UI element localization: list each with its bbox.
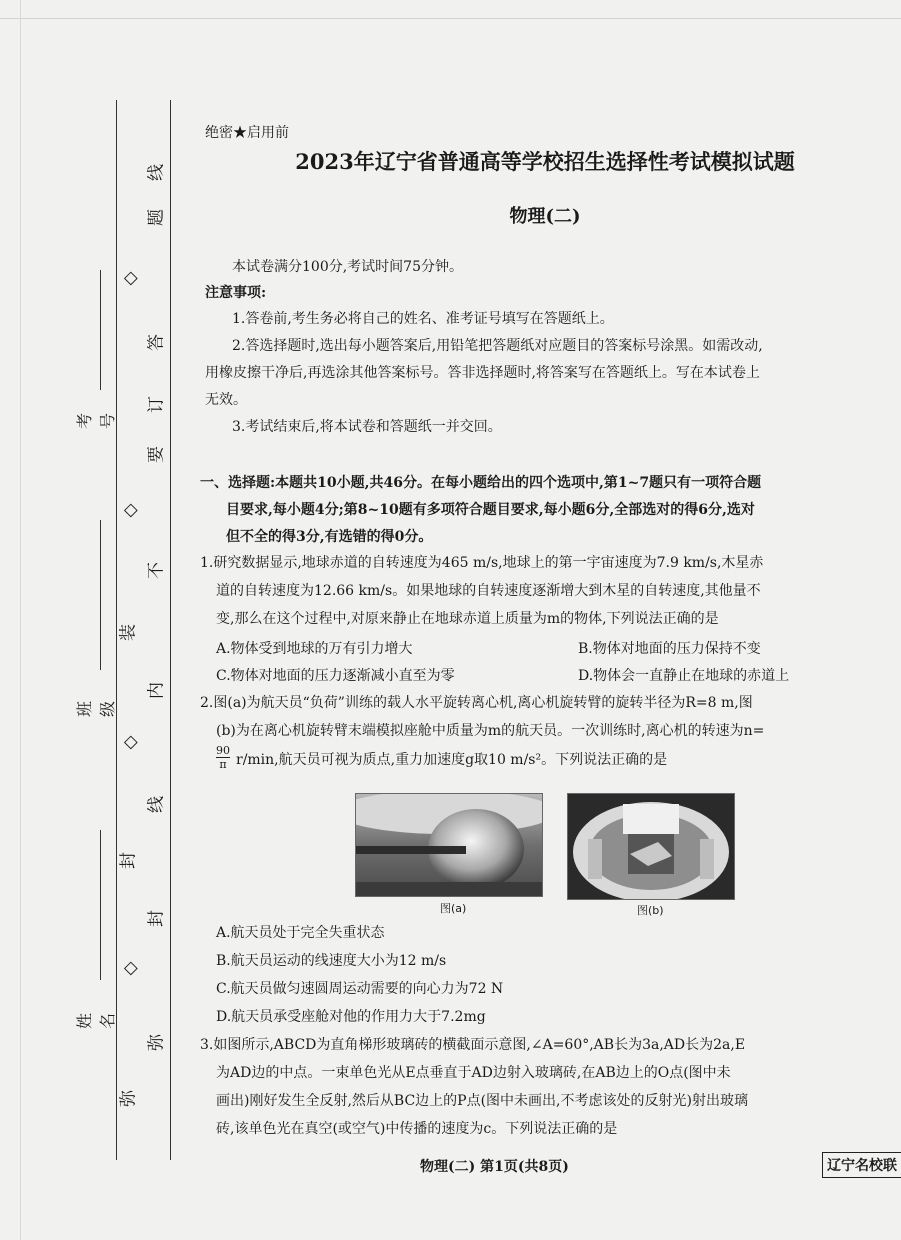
section-1-line2: 目要求,每小题4分;第8~10题有多项符合题目要求,每小题6分,全部选对的得6分,选对 xyxy=(226,502,755,518)
q2-option-a: A.航天员处于完全失重状态 xyxy=(216,925,385,941)
notice-3: 3.考试结束后,将本试卷和答题纸一并交回。 xyxy=(232,419,502,435)
seal-char: 弥 xyxy=(146,1034,167,1051)
confidential-mark: 绝密★启用前 xyxy=(205,125,289,141)
score-info: 本试卷满分100分,考试时间75分钟。 xyxy=(232,259,463,275)
exam-subtitle: 物理(二) xyxy=(509,206,581,227)
seal-char: 弥 xyxy=(118,1090,139,1107)
seal-char: 不 xyxy=(146,562,167,579)
diamond-mark: ◇ xyxy=(119,961,141,976)
q3-stem-line1: 3.如图所示,ABCD为直角梯形玻璃砖的横截面示意图,∠A=60°,AB长为3a,AD长为2a,E xyxy=(200,1037,746,1053)
seal-char: 内 xyxy=(146,682,167,699)
notice-1: 1.答卷前,考生务必将自己的姓名、准考证号填写在答题纸上。 xyxy=(232,311,614,327)
page-edge xyxy=(20,0,21,1240)
centrifuge-photo-icon xyxy=(356,794,542,896)
q1-stem-line1: 1.研究数据显示,地球赤道的自转速度为465 m/s,地球上的第一宇宙速度为7.9 km/s,木星赤 xyxy=(200,555,764,571)
q2-stem-line2: (b)为在离心机旋转臂末端模拟座舱中质量为m的航天员。一次训练时,离心机的转速为n= xyxy=(216,723,765,739)
capsule-interior-photo-icon xyxy=(568,794,734,899)
notice-title: 注意事项: xyxy=(205,285,267,301)
q1-stem-line2: 道的自转速度为12.66 km/s。如果地球的自转速度逐渐增大到木星的自转速度,其他量不 xyxy=(216,583,761,599)
q2-option-d: D.航天员承受座舱对他的作用力大于7.2mg xyxy=(216,1009,486,1025)
q3-stem-line2: 为AD边的中点。一束单色光从E点垂直于AD边射入玻璃砖,在AB边上的O点(图中未 xyxy=(216,1065,731,1081)
q2-option-b: B.航天员运动的线速度大小为12 m/s xyxy=(216,953,447,969)
q1-stem-line3: 变,那么在这个过程中,对原来静止在地球赤道上质量为m的物体,下列说法正确的是 xyxy=(216,611,719,627)
q1-option-d: D.物体会一直静止在地球的赤道上 xyxy=(578,668,790,684)
seal-char: 题 xyxy=(146,209,167,226)
notice-2-line3: 无效。 xyxy=(205,392,247,408)
name-line[interactable] xyxy=(100,830,101,980)
q1-option-a: A.物体受到地球的万有引力增大 xyxy=(216,641,413,657)
page-footer: 物理(二) 第1页(共8页) xyxy=(420,1159,569,1175)
diamond-mark: ◇ xyxy=(119,271,141,286)
name-label: 姓名 xyxy=(75,1013,117,1030)
page-top-edge xyxy=(0,18,901,19)
section-1-line3: 但不全的得3分,有选错的得0分。 xyxy=(226,529,433,545)
seal-char: 答 xyxy=(146,334,167,351)
section-1-line1: 一、选择题:本题共10小题,共46分。在每小题给出的四个选项中,第1~7题只有一项符合题 xyxy=(200,475,762,491)
q3-stem-line4: 砖,该单色光在真空(或空气)中传播的速度为c。下列说法正确的是 xyxy=(216,1121,618,1137)
publisher-brand: 辽宁名校联 xyxy=(822,1152,901,1178)
figure-a-caption: 图(a) xyxy=(440,902,467,915)
class-label: 班级 xyxy=(75,701,117,718)
q2-stem-line1: 2.图(a)为航天员“负荷”训练的载人水平旋转离心机,离心机旋转臂的旋转半径为R=8 m,图 xyxy=(200,695,753,711)
diamond-mark: ◇ xyxy=(119,735,141,750)
seal-char: 订 xyxy=(146,396,167,413)
q2-option-c: C.航天员做匀速圆周运动需要的向心力为72 N xyxy=(216,981,504,997)
diamond-mark: ◇ xyxy=(119,503,141,518)
seal-char: 要 xyxy=(146,446,167,463)
q1-option-b: B.物体对地面的压力保持不变 xyxy=(578,641,761,657)
seal-char: 装 xyxy=(118,624,139,641)
margin-line-inner xyxy=(170,100,171,1160)
figure-b-image xyxy=(567,793,735,900)
seal-char: 线 xyxy=(146,164,167,181)
q1-option-c: C.物体对地面的压力逐渐减小直至为零 xyxy=(216,668,455,684)
figure-a-image xyxy=(355,793,543,897)
exam-title: 2023年辽宁省普通高等学校招生选择性考试模拟试题 xyxy=(295,149,795,174)
fraction-denominator: π xyxy=(219,758,227,771)
notice-2-line2: 用橡皮擦干净后,再选涂其他答案标号。答非选择题时,将答案写在答题纸上。写在本试卷上 xyxy=(205,365,760,381)
figure-b-caption: 图(b) xyxy=(637,904,664,917)
q2-stem-line3: r/min,航天员可视为质点,重力加速度g取10 m/s²。下列说法正确的是 xyxy=(236,752,668,768)
class-line[interactable] xyxy=(100,520,101,670)
seal-char: 封 xyxy=(118,852,139,869)
exam-number-line[interactable] xyxy=(100,270,101,390)
fraction-numerator: 90 xyxy=(216,744,230,757)
seal-char: 封 xyxy=(146,910,167,927)
q3-stem-line3: 画出)刚好发生全反射,然后从BC边上的P点(图中未画出,不考虑该处的反射光)射出玻璃 xyxy=(216,1093,748,1109)
exam-number-label: 考号 xyxy=(75,413,117,430)
seal-char: 线 xyxy=(146,796,167,813)
q2-fraction xyxy=(216,744,230,771)
notice-2-line1: 2.答选择题时,选出每小题答案后,用铅笔把答题纸对应题目的答案标号涂黑。如需改动, xyxy=(232,338,763,354)
